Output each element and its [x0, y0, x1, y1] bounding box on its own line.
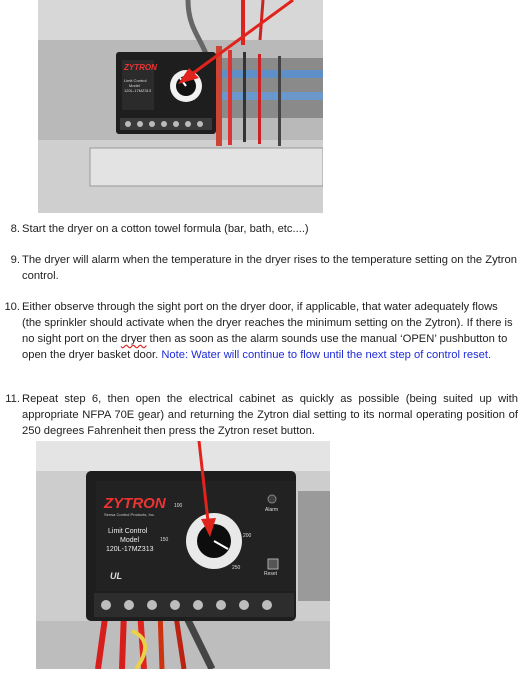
step-text: Start the dryer on a cotton towel formula (bar, bath, etc....) — [22, 223, 309, 235]
step-text — [22, 299, 518, 363]
dial-mark-200: 200 — [243, 533, 252, 539]
photo-bottom-brand: ZYTRON — [104, 495, 166, 512]
photo-bottom-label-line2: Model — [120, 537, 140, 544]
ul-mark: UL — [110, 571, 122, 581]
photo-top-label-line2: Model — [129, 83, 140, 88]
alarm-label: Alarm — [265, 507, 279, 513]
dial-mark-150: 150 — [160, 537, 169, 543]
step-text: The dryer will alarm when the temperature in the dryer rises to the temperature setting on the Zytron control. — [22, 254, 517, 282]
step-number: 9. — [10, 254, 20, 266]
reset-label: Reset — [264, 571, 278, 577]
step-number: 11. — [5, 393, 20, 405]
step-text: Repeat step 6, then open the electrical cabinet as quickly as possible (being suited up with appropriate NFPA 70E gear) and returning the Zytron dial setting to its normal operating position of 250 degrees Fahrenheit then press the Zytron reset button. — [22, 393, 518, 437]
photo-bottom-label-line1: Limit Control — [108, 528, 148, 535]
step-text-part: Either observe through the sight port on the dryer door, if applicable, that water adequately flows (the sprinkler should activate when the dryer reaches the minimum setting on the Zytron). If there is no sight port on the — [22, 301, 513, 345]
control-photo-top — [38, 0, 323, 213]
photo-bottom-subbrand: Sensa Control Products, Inc. — [104, 512, 155, 517]
photo-top-label-line3: 120L-17MZ313 — [124, 88, 152, 93]
step-number: 10. — [4, 301, 20, 313]
photo-bottom-label-line3: 120L-17MZ313 — [106, 546, 154, 553]
step-text-part: then as soon as the alarm sounds use the manual ‘OPEN’ pushbutton to open the dryer basket door. — [22, 333, 508, 361]
spellcheck-flagged-word: dryer — [120, 333, 147, 345]
dial-mark-250: 250 — [232, 565, 241, 571]
control-photo-bottom — [36, 441, 330, 669]
step-number: 8. — [10, 223, 20, 235]
step-note: Note: Water will continue to flow until the next step of control reset. — [161, 349, 492, 361]
dial-mark-100: 100 — [174, 503, 183, 509]
photo-top-brand: ZYTRON — [124, 63, 157, 72]
photo-top-label-line1: Limit Control — [124, 78, 147, 83]
